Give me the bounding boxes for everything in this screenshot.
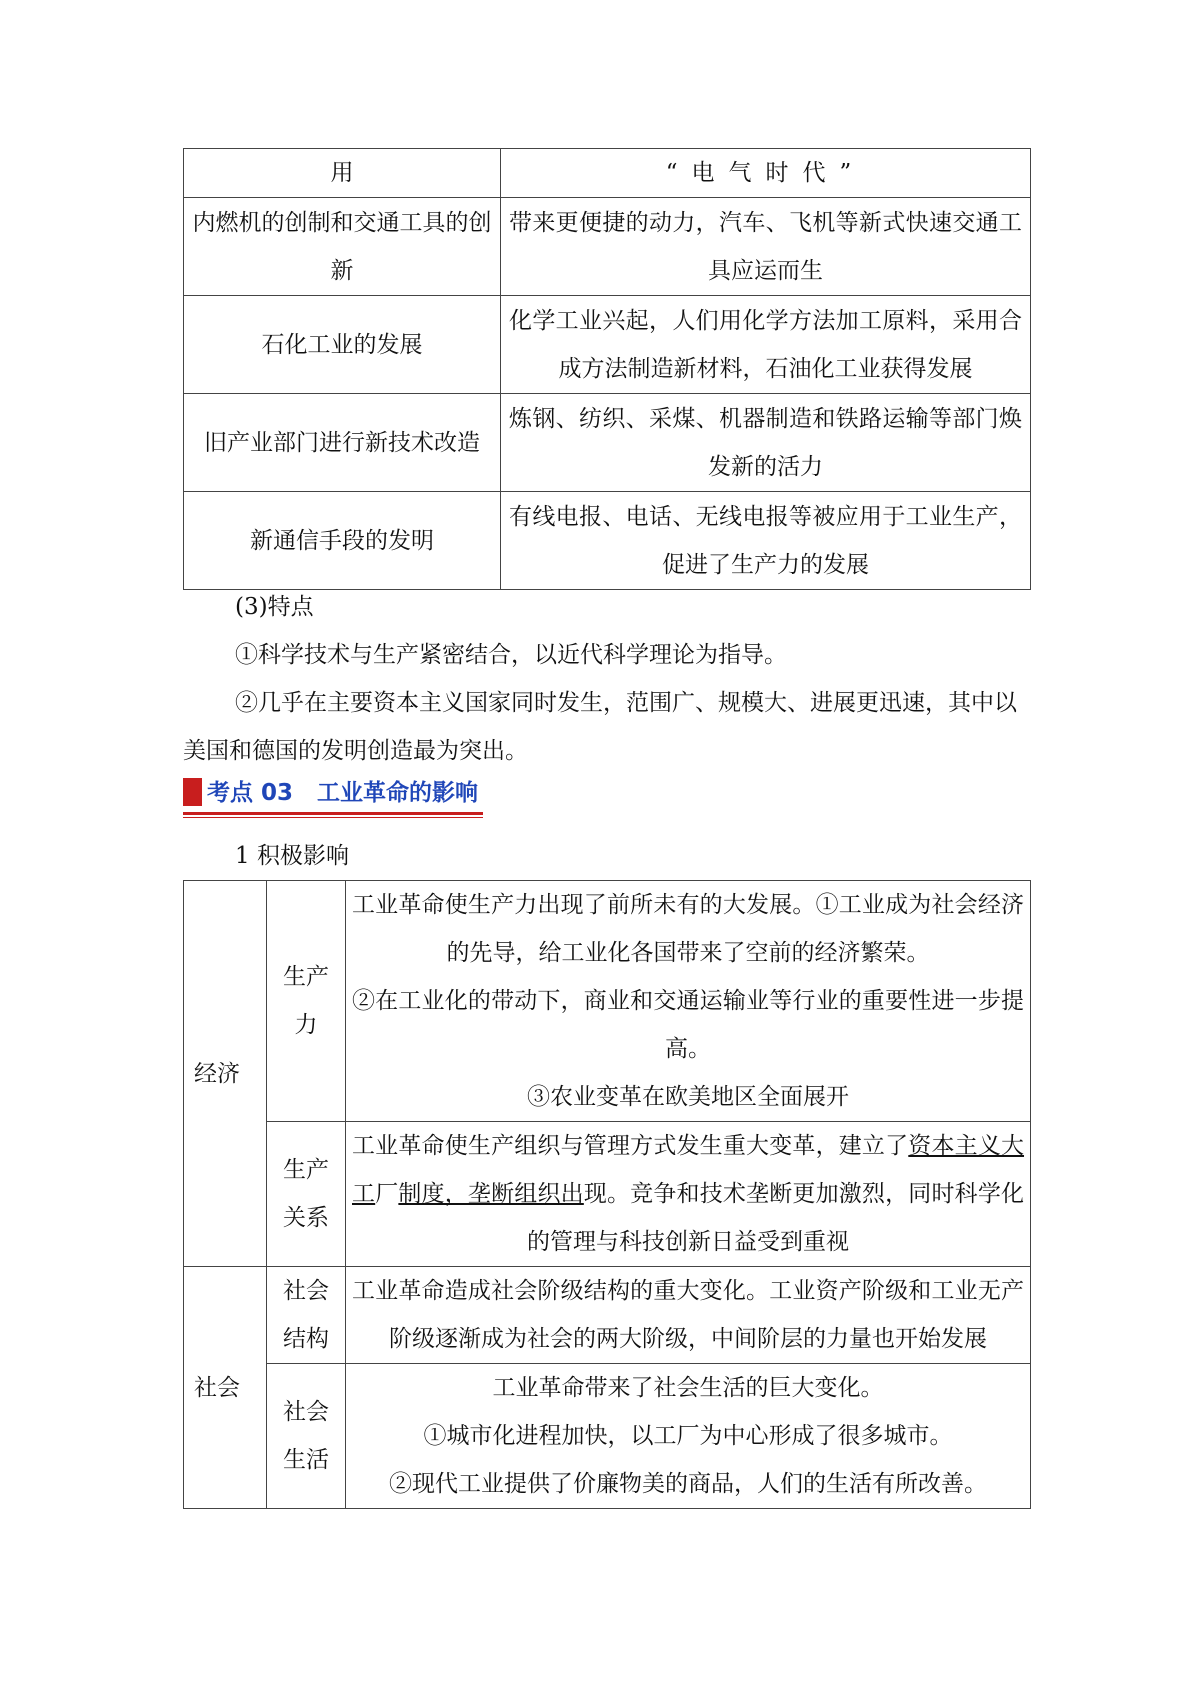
section-title: 工业革命的影响 [317, 780, 479, 806]
table-row [184, 881, 1031, 1122]
table-cell: “电气时代” [501, 149, 1031, 198]
text-run: 工业革命使生产组织与管理方式发生重大变革，建立了 [352, 1133, 909, 1159]
heading-text [207, 774, 478, 807]
positive-impact-title: 1 积极影响 [235, 843, 349, 869]
life-text [346, 1364, 1031, 1509]
table-cell: 内燃机的创制和交通工具的创新 [184, 198, 501, 296]
table-cell: 化学工业兴起，人们用化学方法加工原料，采用合成方法制造新材料，石油化工业获得发展 [501, 296, 1031, 394]
structure-text: 工业革命造成社会阶级结构的重大变化。工业资产阶级和工业无产阶级逐渐成为社会的两大阶级，中间阶层的力量也开始发展 [346, 1267, 1031, 1364]
text-run: 厂 [375, 1181, 399, 1207]
table-row [184, 296, 1031, 394]
text-line: 工业革命带来了社会生活的巨大变化。 [492, 1375, 884, 1401]
table-row [184, 149, 1031, 198]
electric-era-table [183, 148, 1031, 590]
subcategory-structure: 社会结构 [267, 1267, 346, 1364]
table-cell: 石化工业的发展 [184, 296, 501, 394]
underlined-text: 资本主义大工 [352, 1133, 1025, 1207]
table-cell: 旧产业部门进行新技术改造 [184, 394, 501, 492]
category-society: 社会 [184, 1267, 267, 1509]
heading-underline-thin [183, 817, 483, 818]
table-row [184, 1122, 1031, 1267]
table-cell: 新通信手段的发明 [184, 492, 501, 590]
table-row [184, 1267, 1031, 1364]
productivity-text [346, 881, 1031, 1122]
characteristics-title: (3)特点 [235, 594, 314, 620]
category-economy: 经济 [184, 881, 267, 1267]
table-cell: 用 [184, 149, 501, 198]
table-row [184, 1364, 1031, 1509]
underlined-text: 制度，垄断组织出 [398, 1181, 584, 1207]
text-run: 现。竞争和技术垄断更加激烈，同时科学化的管理与科技创新日益受到重视 [527, 1181, 1025, 1255]
table-cell: 有线电报、电话、无线电报等被应用于工业生产，促进了生产力的发展 [501, 492, 1031, 590]
table-cell: 炼钢、纺织、采煤、机器制造和铁路运输等部门焕发新的活力 [501, 394, 1031, 492]
characteristics-item: ②几乎在主要资本主义国家同时发生，范围广、规模大、进展更迅速，其中以美国和德国的发明创造最为突出。 [183, 690, 1017, 764]
section-label: 考点 03 [207, 780, 294, 806]
characteristics-item: ①科学技术与生产紧密结合，以近代科学理论为指导。 [235, 642, 787, 668]
subcategory-life: 社会生活 [267, 1364, 346, 1509]
table-row [184, 492, 1031, 590]
heading-marker [183, 778, 202, 806]
subcategory-productivity: 生产力 [267, 881, 346, 1122]
table-row [184, 394, 1031, 492]
impact-table [183, 880, 1031, 1509]
text-line: ①城市化进程加快，以工厂为中心形成了很多城市。 [423, 1423, 953, 1449]
text-line: ②在工业化的带动下，商业和交通运输业等行业的重要性进一步提高。 [352, 988, 1024, 1062]
table-cell: 带来更便捷的动力，汽车、飞机等新式快速交通工具应运而生 [501, 198, 1031, 296]
text-line: 工业革命使生产力出现了前所未有的大发展。①工业成为社会经济的先导，给工业化各国带来了空前的经济繁荣。 [352, 892, 1024, 966]
table-row [184, 198, 1031, 296]
text-line: ②现代工业提供了价廉物美的商品，人们的生活有所改善。 [389, 1471, 987, 1497]
relations-text [346, 1122, 1031, 1267]
text-line: ③农业变革在欧美地区全面展开 [527, 1084, 849, 1110]
subcategory-relations: 生产关系 [267, 1122, 346, 1267]
heading-underline [183, 812, 483, 815]
